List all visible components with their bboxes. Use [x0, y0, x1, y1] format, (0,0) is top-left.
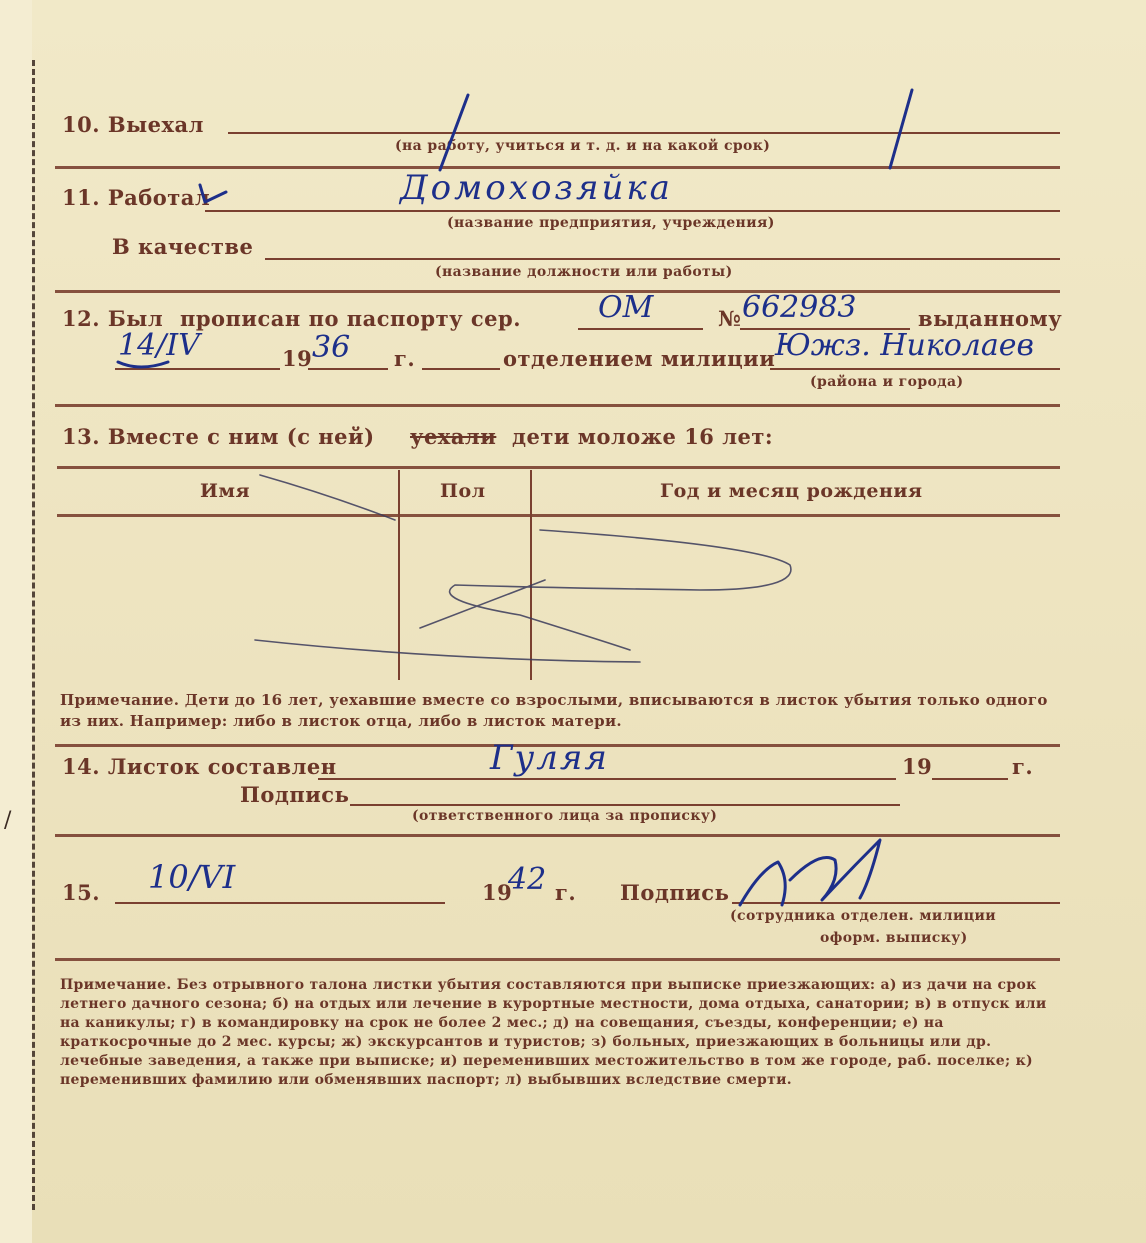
- item13-label-b: дети моложе 16 лет:: [512, 424, 774, 449]
- item15-year: 42: [508, 862, 547, 897]
- year-prefix: 19: [282, 346, 313, 371]
- item10-cancel-stroke-2: [890, 90, 912, 168]
- table-cancel-cross: [420, 580, 545, 628]
- item14-sign-label: Подпись: [240, 782, 350, 807]
- item15-note-b: оформ. выписку): [820, 930, 968, 946]
- note-children: Примечание. Дети до 16 лет, уехавшие вместе со взрослыми, вписываются в листок убытия только одного из них. Например: либо в листок отца, либо в листок матери.: [60, 691, 1048, 730]
- item10-note: (на работу, учиться и т. д. и на какой срок): [395, 138, 771, 154]
- number-label: №: [718, 306, 742, 331]
- issued-label: выданному: [918, 306, 1063, 331]
- item13-struck: уехали: [410, 424, 497, 449]
- note-exceptions-text: Без отрывного талона листки убытия составляются при выписке приезжающих: а) из дачи на срок летнего дачного сезона; б) на отдых или лечение в курортные местности, дома отдыха, санатории; в) в отпуск или на каникулы; г) в командировку на срок не более 2 мес.; д) на совещания, съезды, конференции; е) на краткосрочные до 2 мес. курсы; ж) экскурсантов и туристов; з) больных, приезжающих в больницы или др. лечебные заведения, а также при выписке; и) переменивших местожительство в том же городе, раб. поселке; к) переменивших фамилию или обменявших паспорт; л) выбывших вследствие смерти.: [60, 977, 1047, 1088]
- item15-year-prefix: 19: [482, 880, 513, 905]
- item14-note: (ответственного лица за прописку): [412, 808, 718, 824]
- item12-label-a: 12. Был: [62, 306, 164, 331]
- item15-label: 15.: [62, 880, 101, 905]
- item15-date: 10/VI: [148, 858, 236, 896]
- item14-year-unit: г.: [1012, 754, 1034, 779]
- item14-year-prefix: 19: [902, 754, 933, 779]
- date-underline: [118, 362, 168, 367]
- passport-series: ОМ: [598, 290, 654, 325]
- item15-year-unit: г.: [555, 880, 577, 905]
- item10-label: 10. Выехал: [62, 112, 204, 137]
- dept-label: отделением милиции: [503, 346, 776, 371]
- item11-note: (название предприятия, учреждения): [447, 215, 775, 231]
- item11-value: Домохозяйка: [400, 168, 673, 208]
- item12-note: (района и города): [810, 374, 964, 390]
- dept-value: Южз. Николаев: [775, 328, 1034, 363]
- item12-label-b: прописан по паспорту сер.: [180, 306, 522, 331]
- year-unit: г.: [394, 346, 416, 371]
- item13-label-a: 13. Вместе с ним (с ней): [62, 424, 375, 449]
- issue-year: 36: [312, 330, 351, 365]
- note-exceptions-lead: Примечание.: [60, 977, 172, 993]
- item10-cancel-stroke-1: [440, 95, 468, 170]
- col-birth-header: Год и месяц рождения: [660, 480, 923, 502]
- item11-sub-label: В качестве: [112, 234, 254, 259]
- stub-mark: /: [4, 808, 12, 833]
- item15-sign-label: Подпись: [620, 880, 730, 905]
- item11-sub-note: (название должности или работы): [435, 264, 733, 280]
- item15-signature: [740, 840, 880, 905]
- passport-number: 662983: [742, 290, 857, 325]
- issue-date: 14/IV: [118, 328, 200, 363]
- item14-label: 14. Листок составлен: [62, 754, 337, 779]
- table-cancel-curve-1: [260, 475, 395, 520]
- item15-note-a: (сотрудника отделен. милиции: [730, 908, 997, 924]
- table-cancel-curve-2: [450, 530, 791, 650]
- table-cancel-curve-3: [255, 640, 640, 662]
- col-name-header: Имя: [200, 480, 250, 502]
- item11-label: 11. Работал: [62, 185, 211, 210]
- item11-mark: [200, 185, 226, 202]
- item14-value: Гуляя: [490, 738, 609, 778]
- col-sex-header: Пол: [440, 480, 486, 502]
